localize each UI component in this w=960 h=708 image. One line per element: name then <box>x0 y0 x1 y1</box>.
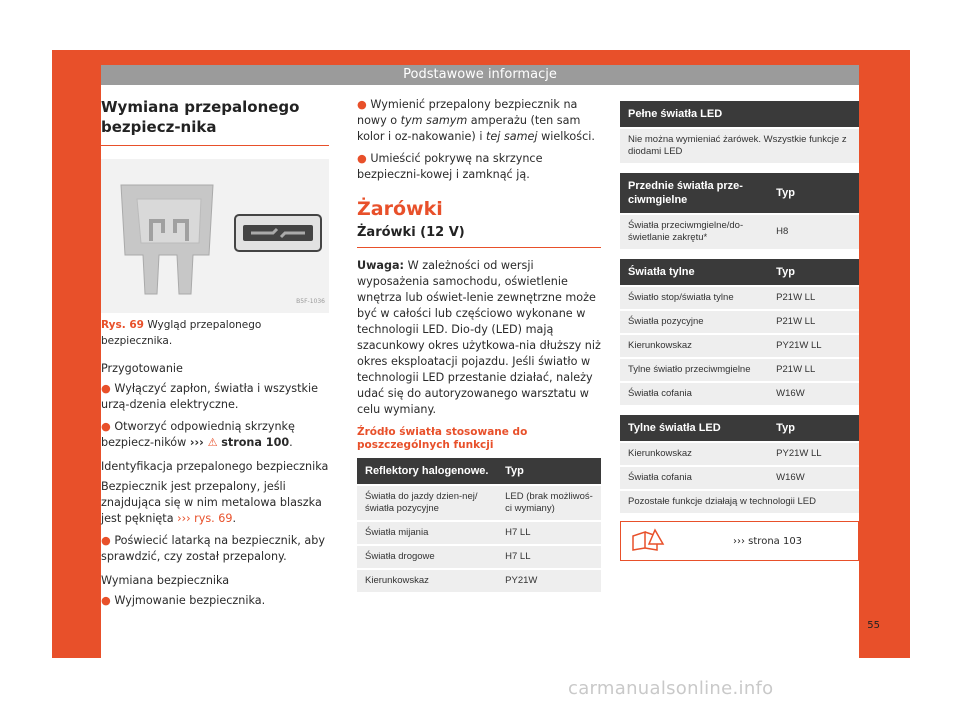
warning-icon: ⚠ <box>207 436 218 449</box>
list-item: ● Umieścić pokrywę na skrzynce bezpieczni-kowej i zamknąć ją. <box>357 152 543 181</box>
page-header: Podstawowe informacje <box>101 65 859 85</box>
rear-led-table: Tylne światła LED Typ Kierunkowskaz PY21W LL Światła cofania W16W Pozostałe funkcje działają w technologii LED <box>620 415 859 513</box>
left-column <box>101 97 329 615</box>
prep-heading: Przygotowanie <box>101 362 183 375</box>
fuse-figure <box>101 159 329 313</box>
ident-text: Bezpiecznik jest przepalony, jeśli znajdująca się w nim metalowa blaszka jest pęknięta ››› rys. 69. <box>101 480 322 525</box>
watermark: carmanualsonline.info <box>568 678 774 699</box>
list-item: ● Wyłączyć zapłon, światła i wszystkie urzą-dzenia elektryczne. <box>101 382 318 411</box>
subsection-title: Żarówki (12 V) <box>357 225 601 248</box>
book-warning-icon <box>631 528 665 552</box>
table-row: Światła przeciwmgielne/do-świetlanie zakrętu* H8 <box>620 214 859 249</box>
list-item: ● Wyjmowanie bezpiecznika. <box>101 594 266 607</box>
middle-column <box>357 97 601 592</box>
table-row: Światła do jazdy dzien-nej/światła pozycyjne LED (brak możliwoś-ci wymiany) <box>357 485 601 521</box>
table-row: Światła mijania H7 LL <box>357 521 601 545</box>
table-heading: Źródło światła stosowane do poszczególnych funkcji <box>357 426 528 451</box>
table-row: Kierunkowskaz PY21W LL <box>620 334 859 358</box>
figure-caption <box>101 317 329 349</box>
list-item: ● Poświecić latarką na bezpiecznik, aby sprawdzić, czy został przepalony. <box>101 534 325 563</box>
table-row: Światła drogowe H7 LL <box>357 545 601 569</box>
figure-ref-link[interactable]: ››› rys. 69 <box>177 512 233 525</box>
table-row: Pozostałe funkcje działają w technologii LED <box>620 490 859 513</box>
caption-text: Wygląd przepalonego bezpiecznika. <box>101 319 262 347</box>
page-number: 55 <box>867 620 880 631</box>
list-item: ● Otworzyć odpowiednią skrzynkę bezpiecz-ników ››› ⚠ strona 100. <box>101 420 295 449</box>
strona-103-link[interactable]: ››› strona 103 <box>733 536 803 547</box>
table-row: Kierunkowskaz PY21W LL <box>620 442 859 466</box>
figure-code: B5F-1036 <box>296 298 325 305</box>
table-row: Światła pozycyjne P21W LL <box>620 310 859 334</box>
front-fog-table: Przednie światła prze-ciwmgielne Typ Światła przeciwmgielne/do-świetlanie zakrętu* H8 <box>620 173 859 249</box>
reference-box <box>620 521 859 561</box>
table-row: Kierunkowskaz PY21W <box>357 569 601 592</box>
ident-heading: Identyfikacja przepalonego bezpiecznika <box>101 460 329 473</box>
right-column <box>620 101 859 561</box>
table-row: Nie można wymieniać żarówek. Wszystkie funkcje z diodami LED <box>620 128 859 163</box>
table-row: Światło stop/światła tylne P21W LL <box>620 286 859 310</box>
caption-label: Rys. 69 <box>101 319 144 331</box>
blown-fuse-illustration <box>101 159 329 313</box>
section-title-bulbs: Żarówki <box>357 198 443 220</box>
list-item: ● Wymienić przepalony bezpiecznik na nowy o tym samym amperażu (ten sam kolor i oz-nakowanie) i tej samej wielkości. <box>357 98 595 143</box>
table-row: Tylne światło przeciwmgielne P21W LL <box>620 358 859 382</box>
note: Uwaga: W zależności od wersji wyposażenia samochodu, oświetlenie wnętrza lub oświet-lenie zewnętrzne może być w całości lub częściowo wykonane w technologii LED. Dio-dy (LED) mają szacunkowy okres użytkowa-nia dłuższy niż okres eksploatacji pojazdu. Jeśli światło w technologii LED przestanie działać, należy udać się do autoryzowanego warsztatu w celu wymiany. <box>357 259 601 416</box>
halogen-table: Reflektory halogenowe. Typ Światła do jazdy dzien-nej/światła pozycyjne LED (brak możliwoś-ci wymiany) Światła mijania H7 LL Światła drogowe H7 LL Kierunkowskaz PY21W <box>357 458 601 592</box>
table-row: Światła cofania W16W <box>620 382 859 405</box>
cross-ref-link[interactable]: strona 100 <box>221 436 290 449</box>
full-led-table: Pełne światła LED Nie można wymieniać żarówek. Wszystkie funkcje z diodami LED <box>620 101 859 163</box>
replace-heading: Wymiana bezpiecznika <box>101 574 230 587</box>
rear-lights-table: Światła tylne Typ Światło stop/światła tylne P21W LL Światła pozycyjne P21W LL Kierunkowskaz PY21W LL Tylne światło przeciwmgielne P21W LL Światła cofania W16W <box>620 259 859 405</box>
section-title-fuse: Wymiana przepalonego bezpiecz-nika <box>101 97 329 146</box>
table-row: Światła cofania W16W <box>620 466 859 490</box>
